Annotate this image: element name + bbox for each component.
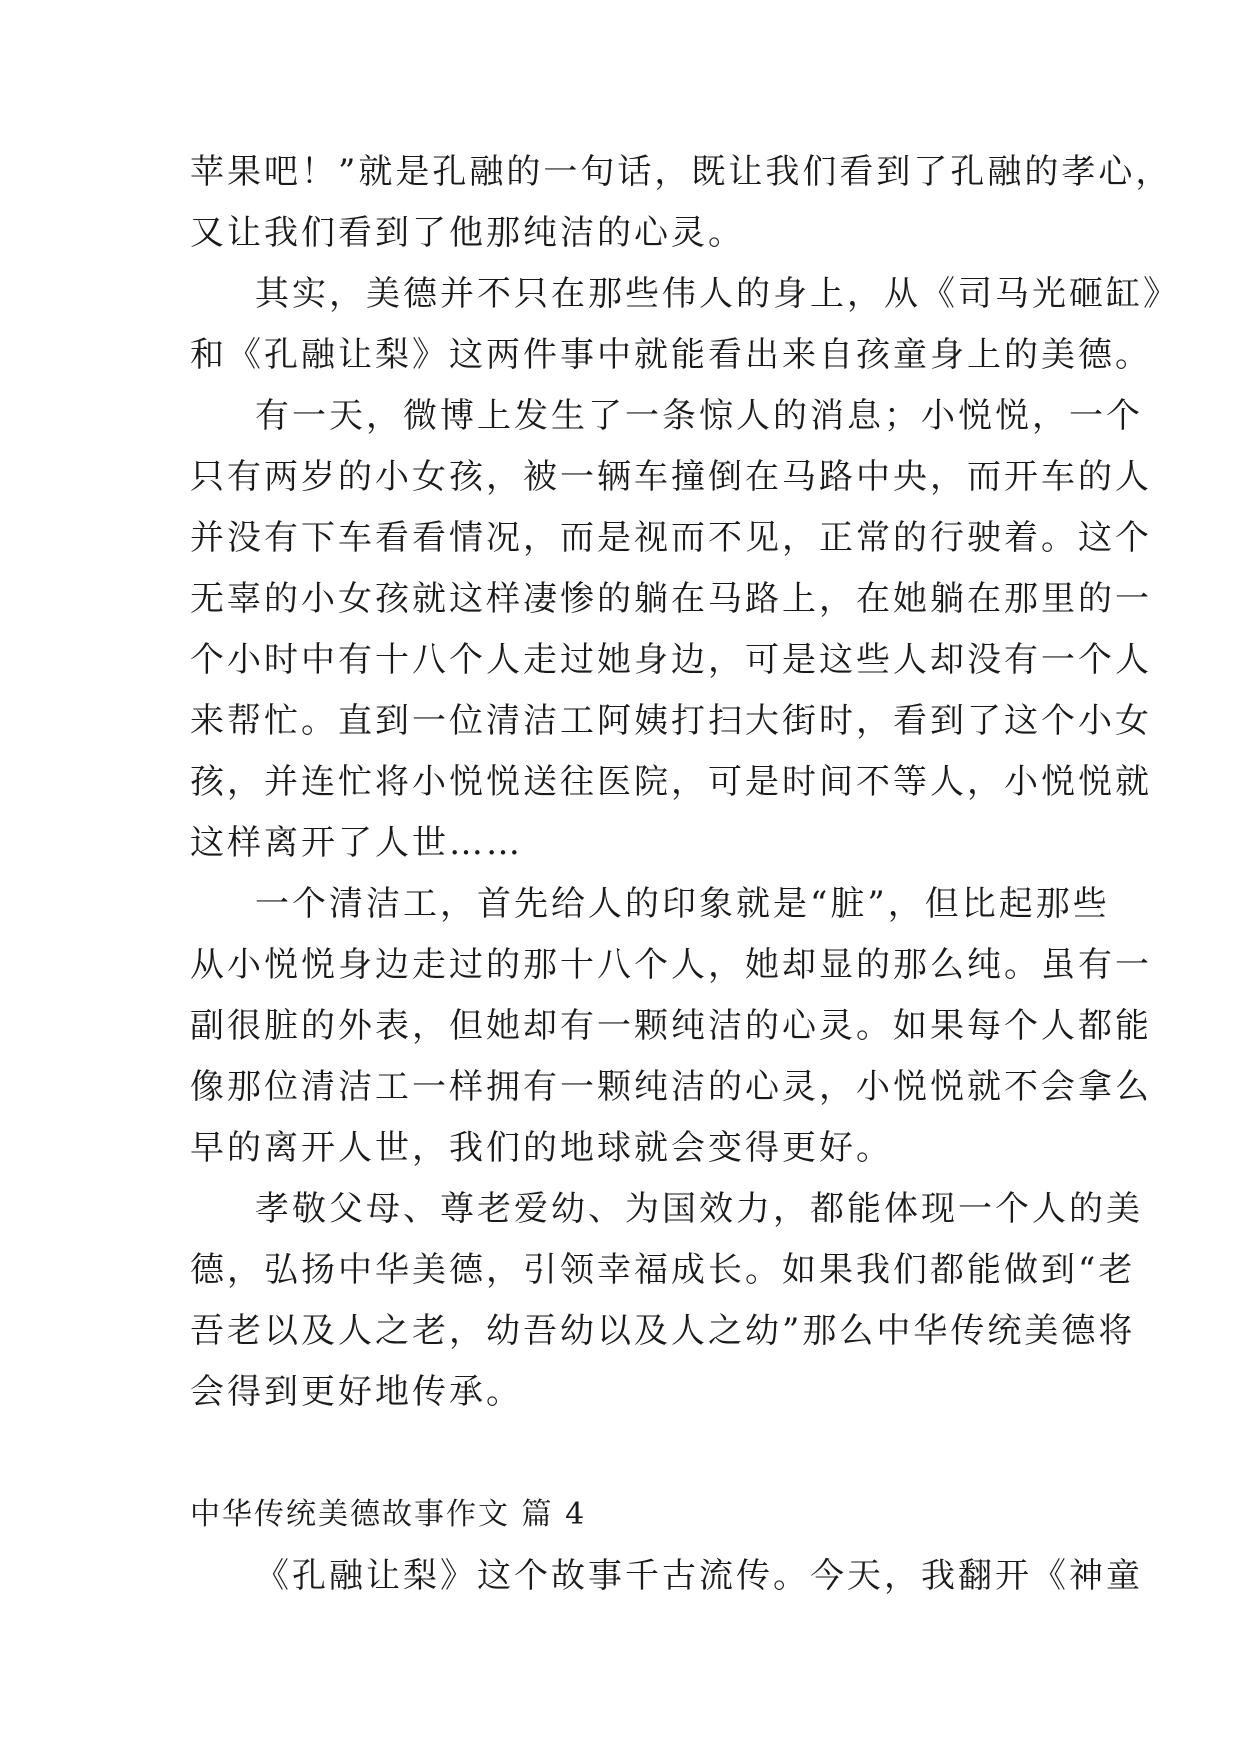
paragraph-line: 其实，美德并不只在那些伟人的身上，从《司马光砸缸》 (255, 274, 1180, 314)
paragraph-line: 苹果吧！”就是孔融的一句话，既让我们看到了孔融的孝心， (190, 152, 1173, 192)
paragraph-line: 又让我们看到了他那纯洁的心灵。 (190, 213, 745, 253)
paragraph-line: 孩，并连忙将小悦悦送往医院，可是时间不等人，小悦悦就 (190, 762, 1152, 802)
paragraph-line: 像那位清洁工一样拥有一颗纯洁的心灵，小悦悦就不会拿么 (190, 1067, 1152, 1107)
paragraph-line: 德，弘扬中华美德，引领幸福成长。如果我们都能做到“老 (190, 1250, 1136, 1290)
paragraph-line: 从小悦悦身边走过的那十八个人，她却显的那么纯。虽有一 (190, 945, 1152, 985)
paragraph-line: 一个清洁工，首先给人的印象就是“脏”，但比起那些 (255, 884, 1110, 924)
paragraph-line: 只有两岁的小女孩，被一辆车撞倒在马路中央，而开车的人 (190, 457, 1152, 497)
paragraph-line: 吾老以及人之老，幼吾幼以及人之幼”那么中华传统美德将 (190, 1311, 1136, 1351)
paragraph-line: 来帮忙。直到一位清洁工阿姨打扫大街时，看到了这个小女 (190, 701, 1152, 741)
paragraph-line: 无辜的小女孩就这样凄惨的躺在马路上，在她躺在那里的一 (190, 579, 1152, 619)
paragraph-line: 有一天，微博上发生了一条惊人的消息；小悦悦，一个 (255, 396, 1143, 436)
paragraph-line: 早的离开人世，我们的地球就会变得更好。 (190, 1128, 893, 1168)
paragraph-line: 副很脏的外表，但她却有一颗纯洁的心灵。如果每个人都能 (190, 1006, 1152, 1046)
paragraph-line: 这样离开了人世…… (190, 823, 523, 863)
paragraph-line: 和《孔融让梨》这两件事中就能看出来自孩童身上的美德。 (190, 335, 1152, 375)
paragraph-line: 个小时中有十八个人走过她身边，可是这些人却没有一个人 (190, 640, 1152, 680)
paragraph-line: 并没有下车看看情况，而是视而不见，正常的行驶着。这个 (190, 518, 1152, 558)
paragraph-line: 孝敬父母、尊老爱幼、为国效力，都能体现一个人的美 (255, 1189, 1143, 1229)
paragraph-line: 会得到更好地传承。 (190, 1372, 523, 1412)
section-heading: 中华传统美德故事作文 篇 4 (190, 1497, 587, 1532)
paragraph-line: 《孔融让梨》这个故事千古流传。今天，我翻开《神童 (255, 1556, 1143, 1596)
